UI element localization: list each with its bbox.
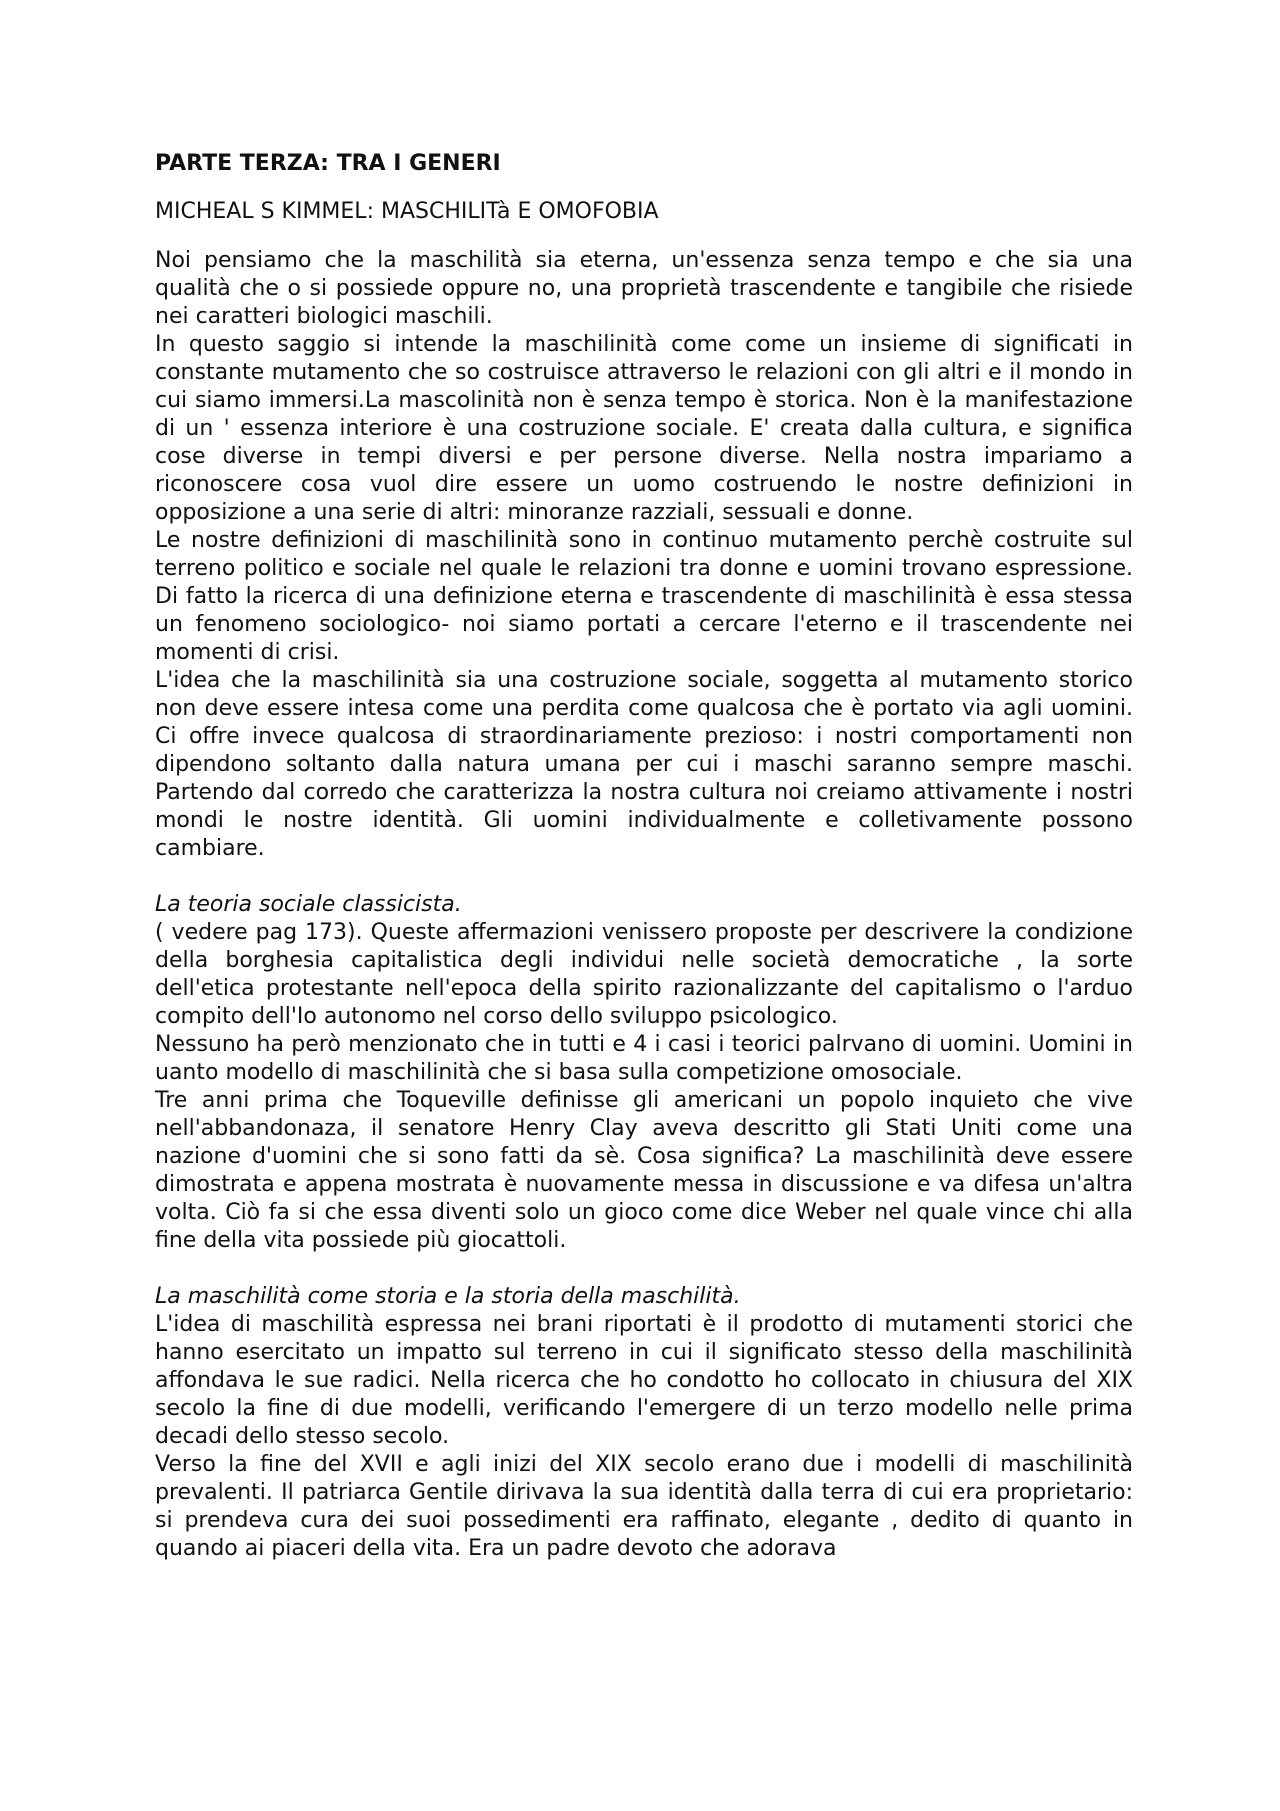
paragraph: L'idea di maschilità espressa nei brani riportati è il prodotto di mutamenti storici che hanno esercitato un impatto sul terreno in cui il significato stesso della maschilinità affondava le sue radici. Nella ricerca che ho condotto ho collocato in chiusura del XIX secolo la fine di due modelli, verificando l'emergere di un terzo modello nelle prima decadi dello stesso secolo. (155, 1312, 1133, 1449)
paragraph: Nessuno ha però menzionato che in tutti e 4 i casi i teorici palrvano di uomini. Uomini in uanto modello di maschilinità che si basa sulla competizione omosociale. (155, 1032, 1133, 1085)
spacer (155, 1255, 1133, 1283)
paragraph: Tre anni prima che Toqueville definisse gli americani un popolo inquieto che vive nell'abbandonaza, il senatore Henry Clay aveva descritto gli Stati Uniti come una nazione d'uomini che si sono fatti da sè. Cosa significa? La maschilinità deve essere dimostrata e appena mostrata è nuovamente messa in discussione e va difesa un'altra volta. Ciò fa si che essa diventi solo un gioco come dice Weber nel quale vince chi alla fine della vita possiede più giocattoli. (155, 1088, 1133, 1253)
paragraph: Le nostre definizioni di maschilinità sono in continuo mutamento perchè costruite sul terreno politico e sociale nel quale le relazioni tra donne e uomini trovano espressione. Di fatto la ricerca di una definizione eterna e trascendente di maschilinità è essa stessa un fenomeno sociologico- noi siamo portati a cercare l'eterno e il trascendente nei momenti di crisi. (155, 528, 1133, 665)
section-title: La teoria sociale classicista. (155, 892, 462, 917)
chapter-subtitle: MICHEAL S KIMMEL: MASCHILITà E OMOFOBIA (155, 199, 659, 224)
section-title: La maschilità come storia e la storia della maschilità. (155, 1284, 741, 1309)
spacer (155, 863, 1133, 891)
paragraph: Verso la fine del XVII e agli inizi del XIX secolo erano due i modelli di maschilinità prevalenti. Il patriarca Gentile dirivava la sua identità dalla terra di cui era proprietario: si prendeva cura dei suoi possedimenti era raffinato, elegante , dedito di quanto in quando ai piaceri della vita. Era un padre devoto che adorava (155, 1452, 1133, 1561)
page-title: PARTE TERZA: TRA I GENERI (155, 151, 501, 176)
paragraph: L'idea che la maschilinità sia una costruzione sociale, soggetta al mutamento storico non deve essere intesa come una perdita come qualcosa che è portato via agli uomini. Ci offre invece qualcosa di straordinariamente prezioso: i nostri comportamenti non dipendono soltanto dalla natura umana per cui i maschi saranno sempre maschi. Partendo dal corredo che caratterizza la nostra cultura noi creiamo attivamente i nostri mondi le nostre identità. Gli uomini individualmente e colletivamente possono cambiare. (155, 668, 1133, 861)
paragraph: Noi pensiamo che la maschilità sia eterna, un'essenza senza tempo e che sia una qualità che o si possiede oppure no, una proprietà trascendente e tangibile che risiede nei caratteri biologici maschili. (155, 248, 1133, 329)
document-page (155, 150, 1133, 1563)
paragraph: In questo saggio si intende la maschilinità come come un insieme di significati in constante mutamento che so costruisce attraverso le relazioni con gli altri e il mondo in cui siamo immersi.La mascolinità non è senza tempo è storica. Non è la manifestazione di un ' essenza interiore è una costruzione sociale. E' creata dalla cultura, e significa cose diverse in tempi diversi e per persone diverse. Nella nostra impariamo a riconoscere cosa vuol dire essere un uomo costruendo le nostre definizioni in opposizione a una serie di altri: minoranze razziali, sessuali e donne. (155, 332, 1133, 525)
paragraph: ( vedere pag 173). Queste affermazioni venissero proposte per descrivere la condizione della borghesia capitalistica degli individui nelle società democratiche , la sorte dell'etica protestante nell'epoca della spirito razionalizzante del capitalismo o l'arduo compito dell'Io autonomo nel corso dello sviluppo psicologico. (155, 920, 1133, 1029)
